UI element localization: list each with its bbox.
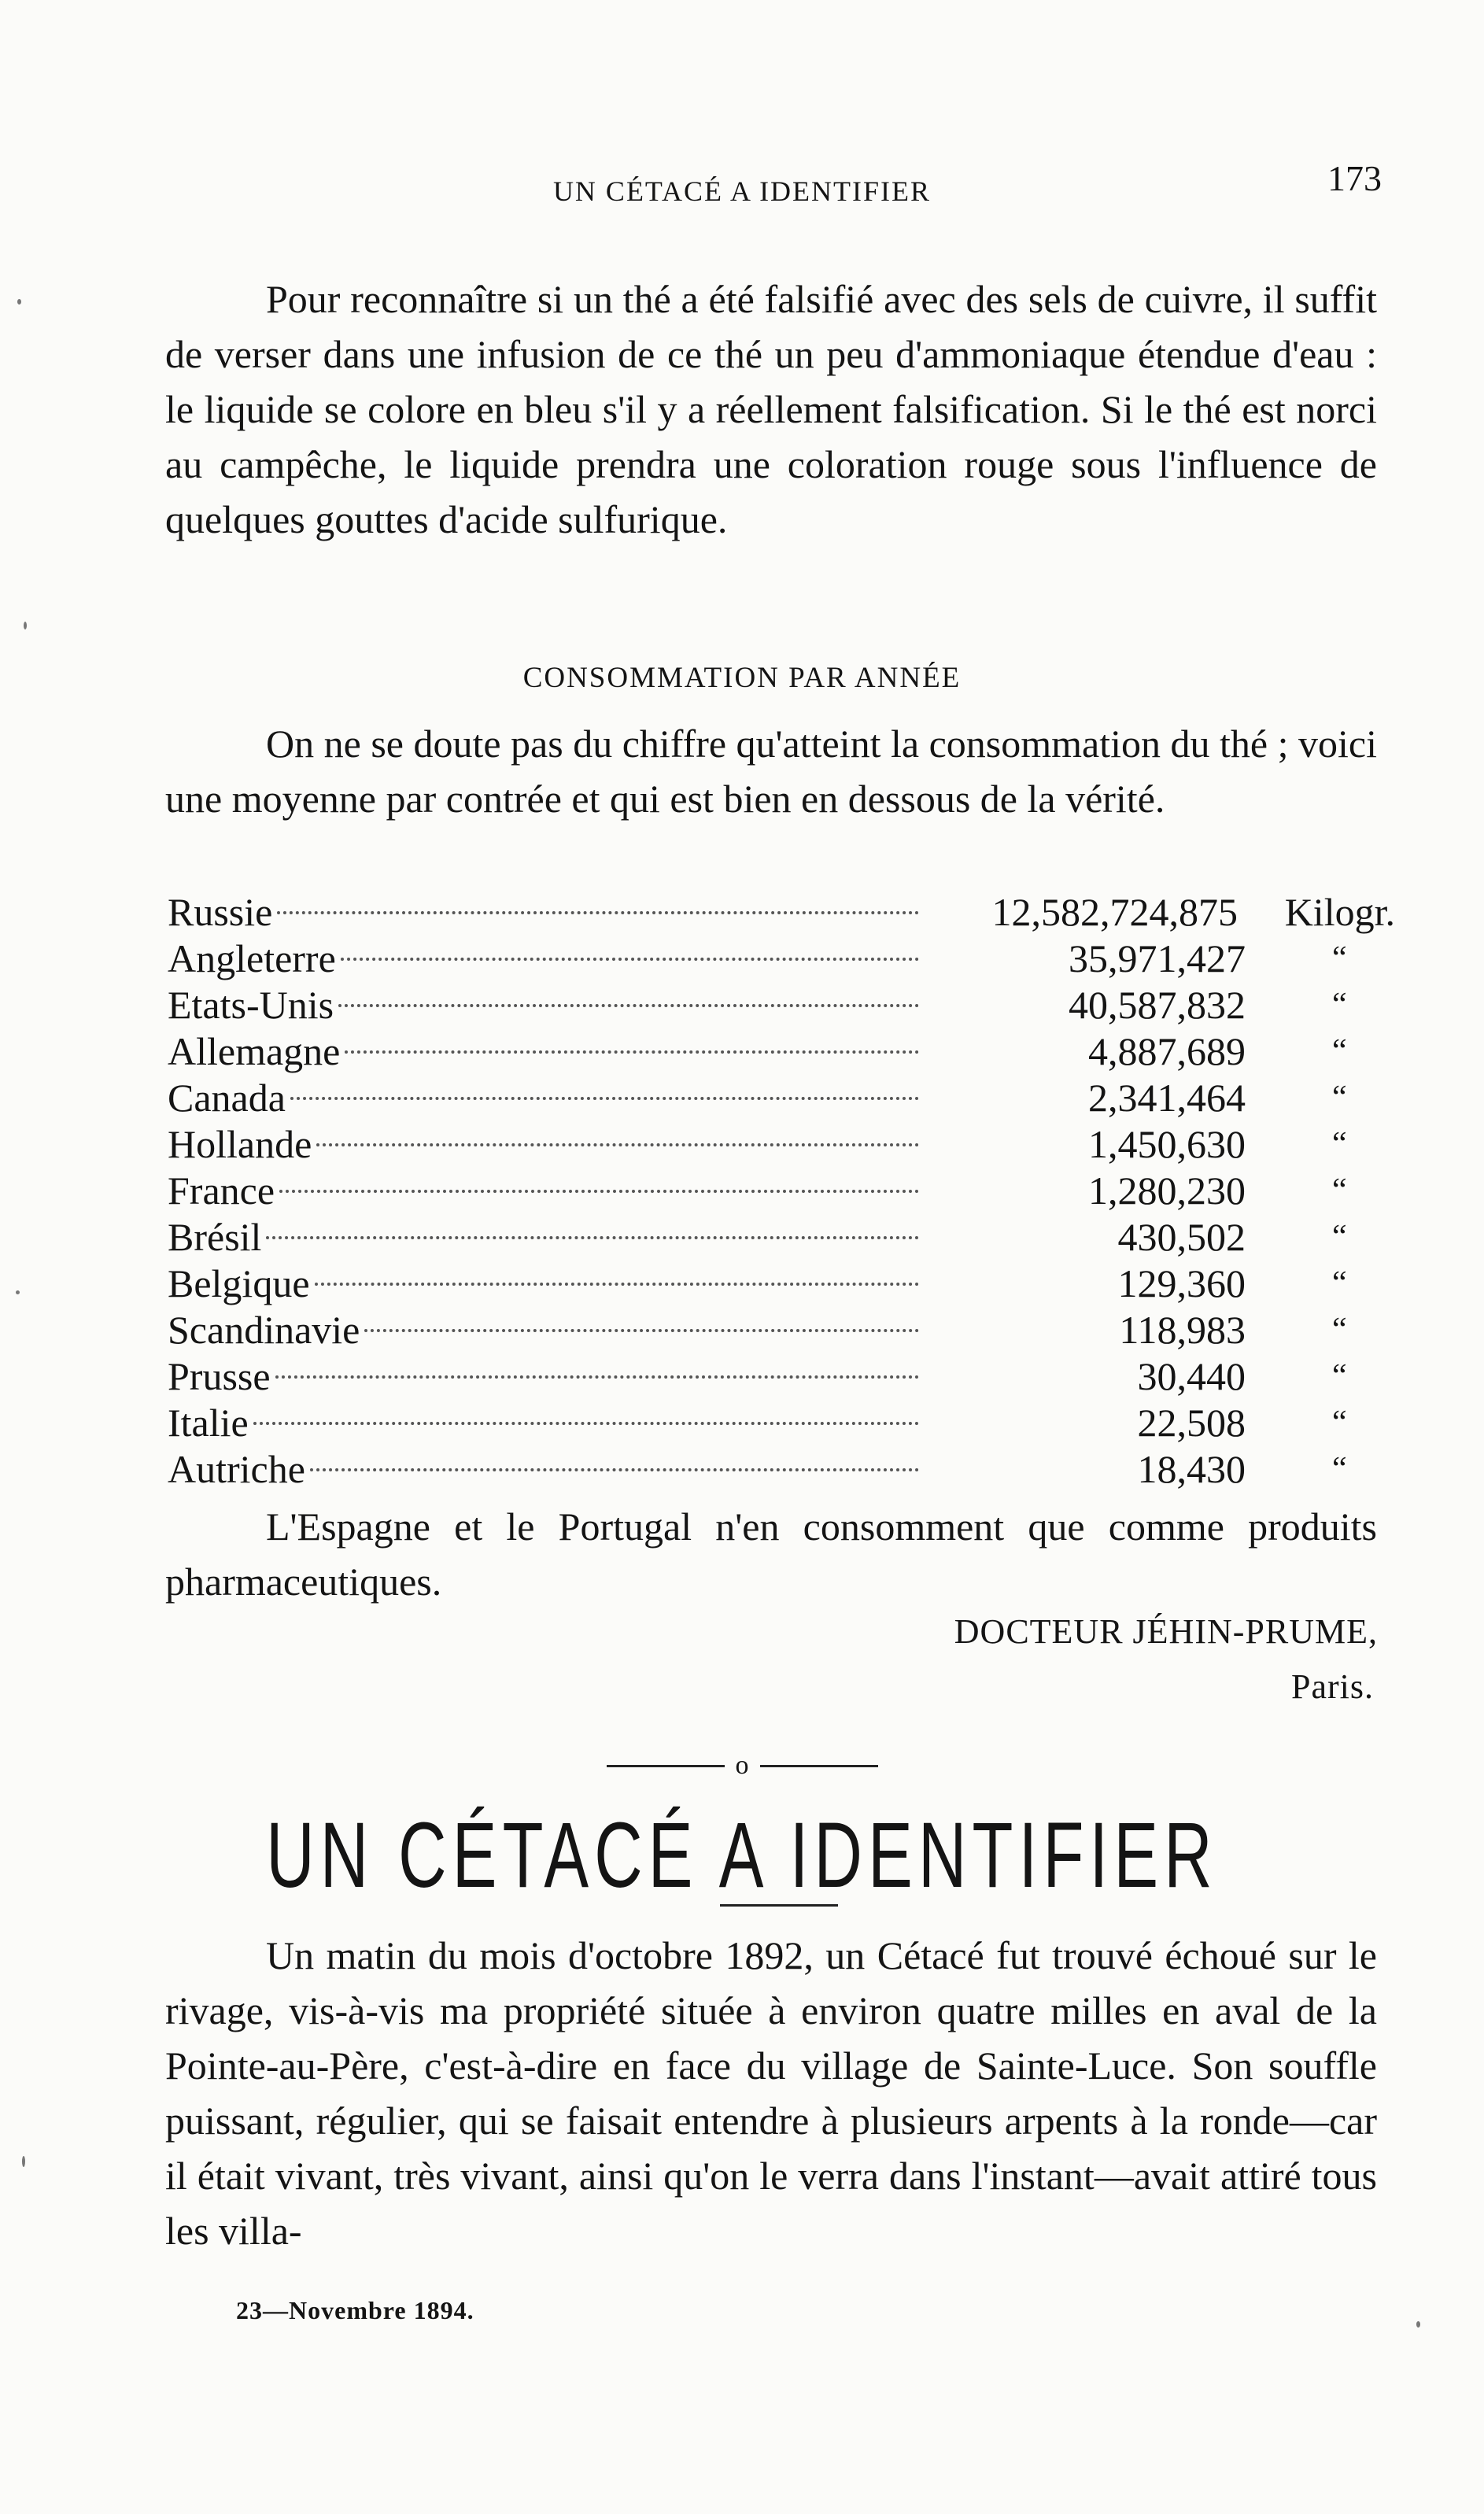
country-cell — [168, 1307, 919, 1353]
country-cell — [168, 1214, 919, 1261]
amount-value: 30,440 — [1137, 1354, 1246, 1398]
amount-value: 22,508 — [1137, 1401, 1246, 1445]
country-name: Etats-Unis — [168, 983, 334, 1027]
amount-value: 129,360 — [1117, 1261, 1246, 1305]
article-paragraph-block — [165, 1928, 1377, 2258]
print-speck — [22, 2156, 25, 2167]
country-cell — [168, 1028, 919, 1075]
print-speck — [16, 1290, 20, 1294]
leader-dots — [290, 1097, 919, 1100]
intro-paragraph: Pour reconnaître si un thé a été falsifié avec des sels de cuivre, il suffit de verser dans une infusion de ce thé un peu d'ammoniaque étendue d'eau : le liquide se colore en bleu s'il y a réellement falsification. Si le thé est norci au campêche, le liquide prendra une coloration rouge sous l'influence de quelques gouttes d'acide sulfurique. — [165, 277, 1377, 541]
leader-dots — [345, 1050, 919, 1054]
ditto-mark: “ — [1332, 1219, 1347, 1255]
title-underline — [720, 1904, 838, 1907]
consumption-table — [168, 889, 1395, 1493]
amount-value: 40,587,832 — [1069, 983, 1246, 1027]
ditto-mark: “ — [1332, 1172, 1347, 1209]
table-row — [168, 1028, 1395, 1075]
amount-value: 4,887,689 — [1088, 1029, 1246, 1073]
country-cell — [168, 936, 919, 982]
leader-dots — [266, 1236, 919, 1239]
amount-value: 35,971,427 — [1069, 936, 1246, 980]
amount-value: 12,582,724,875 — [991, 890, 1238, 934]
consumption-intro-block — [165, 716, 1377, 826]
table-row — [168, 982, 1395, 1028]
ditto-mark: “ — [1332, 1265, 1347, 1301]
table-row — [168, 1075, 1395, 1121]
print-speck — [24, 622, 27, 629]
page-number: 173 — [1327, 158, 1382, 198]
table-row — [168, 936, 1395, 982]
amount-value: 1,280,230 — [1088, 1168, 1246, 1213]
country-name: Hollande — [168, 1122, 312, 1166]
country-cell — [168, 1400, 919, 1446]
table-row — [168, 1168, 1395, 1214]
signature-name: DOCTEUR JÉHIN-PRUME, — [954, 1612, 1378, 1651]
country-cell — [168, 1121, 919, 1168]
table-row — [168, 1446, 1395, 1493]
leader-dots — [310, 1468, 919, 1471]
closing-paragraph-block — [165, 1499, 1377, 1609]
unit-label: Kilogr. — [1284, 890, 1395, 934]
amount-value: 430,502 — [1117, 1215, 1246, 1259]
print-speck — [1416, 2321, 1420, 2328]
country-cell — [168, 889, 919, 936]
article-title: UN CÉTACÉ A IDENTIFIER — [266, 1803, 1218, 1907]
country-cell — [168, 1168, 919, 1214]
closing-paragraph: L'Espagne et le Portugal n'en consomment que comme produits pharmaceutiques. — [165, 1504, 1377, 1604]
country-name: Prusse — [168, 1354, 271, 1398]
leader-dots — [279, 1190, 919, 1193]
country-name: Russie — [168, 890, 273, 934]
ditto-mark: “ — [1332, 987, 1347, 1023]
leader-dots — [338, 1004, 919, 1007]
country-name: Italie — [168, 1401, 249, 1445]
signature-city: Paris. — [1291, 1667, 1374, 1706]
ditto-mark: “ — [1332, 1358, 1347, 1394]
amount-value: 1,450,630 — [1088, 1122, 1246, 1166]
amount-value: 118,983 — [1119, 1308, 1246, 1352]
table-row — [168, 1261, 1395, 1307]
ditto-mark: “ — [1332, 1405, 1347, 1441]
footer-note: 23—Novembre 1894. — [236, 2296, 474, 2324]
leader-dots — [341, 958, 919, 961]
ditto-mark: “ — [1332, 1033, 1347, 1069]
intro-paragraph-block — [165, 271, 1377, 547]
country-cell — [168, 1075, 919, 1121]
article-paragraph: Un matin du mois d'octobre 1892, un Cétacé fut trouvé échoué sur le rivage, vis-à-vis ma propriété située à environ quatre milles en aval de la Pointe-au-Père, c'est-à-dire en face du village de Sainte-Luce. Son souffle puissant, régulier, qui se faisait entendre à plusieurs arpents à la ronde—car il était vivant, très vivant, ainsi qu'on le verra dans l'instant—avait attiré tous les villa- — [165, 1933, 1377, 2253]
divider-line-left — [607, 1765, 725, 1767]
country-name: Allemagne — [168, 1029, 341, 1073]
divider-mark: o — [735, 1751, 749, 1780]
table-row — [168, 1353, 1395, 1400]
consumption-intro: On ne se doute pas du chiffre qu'atteint la consommation du thé ; voici une moyenne par contrée et qui est bien en dessous de la vérité. — [165, 722, 1377, 821]
table-row — [168, 1214, 1395, 1261]
leader-dots — [275, 1375, 919, 1379]
country-name: Canada — [168, 1076, 286, 1120]
divider-line-right — [760, 1765, 878, 1767]
ditto-mark: “ — [1332, 1312, 1347, 1348]
leader-dots — [277, 911, 919, 914]
leader-dots — [253, 1422, 919, 1425]
print-speck — [17, 299, 21, 305]
country-name: Belgique — [168, 1261, 310, 1305]
country-name: Brésil — [168, 1215, 262, 1259]
leader-dots — [316, 1143, 919, 1146]
country-cell — [168, 1353, 919, 1400]
table-row — [168, 1307, 1395, 1353]
amount-value: 2,341,464 — [1088, 1076, 1246, 1120]
amount-value: 18,430 — [1137, 1447, 1246, 1491]
ditto-mark: “ — [1332, 1080, 1347, 1116]
section-divider — [0, 1751, 1484, 1781]
ditto-mark: “ — [1332, 1126, 1347, 1162]
ditto-mark: “ — [1332, 940, 1347, 976]
ditto-mark: “ — [1332, 1451, 1347, 1487]
country-cell — [168, 1446, 919, 1493]
table-row — [168, 1121, 1395, 1168]
running-title: UN CÉTACÉ A IDENTIFIER — [552, 175, 932, 207]
country-name: Autriche — [168, 1447, 305, 1491]
table-row — [168, 889, 1395, 936]
country-name: Scandinavie — [168, 1308, 360, 1352]
country-name: France — [168, 1168, 275, 1213]
section-heading: CONSOMMATION PAR ANNÉE — [522, 662, 962, 694]
country-cell — [168, 982, 919, 1028]
leader-dots — [364, 1329, 919, 1332]
country-cell — [168, 1261, 919, 1307]
table-row — [168, 1400, 1395, 1446]
leader-dots — [315, 1283, 919, 1286]
country-name: Angleterre — [168, 936, 336, 980]
